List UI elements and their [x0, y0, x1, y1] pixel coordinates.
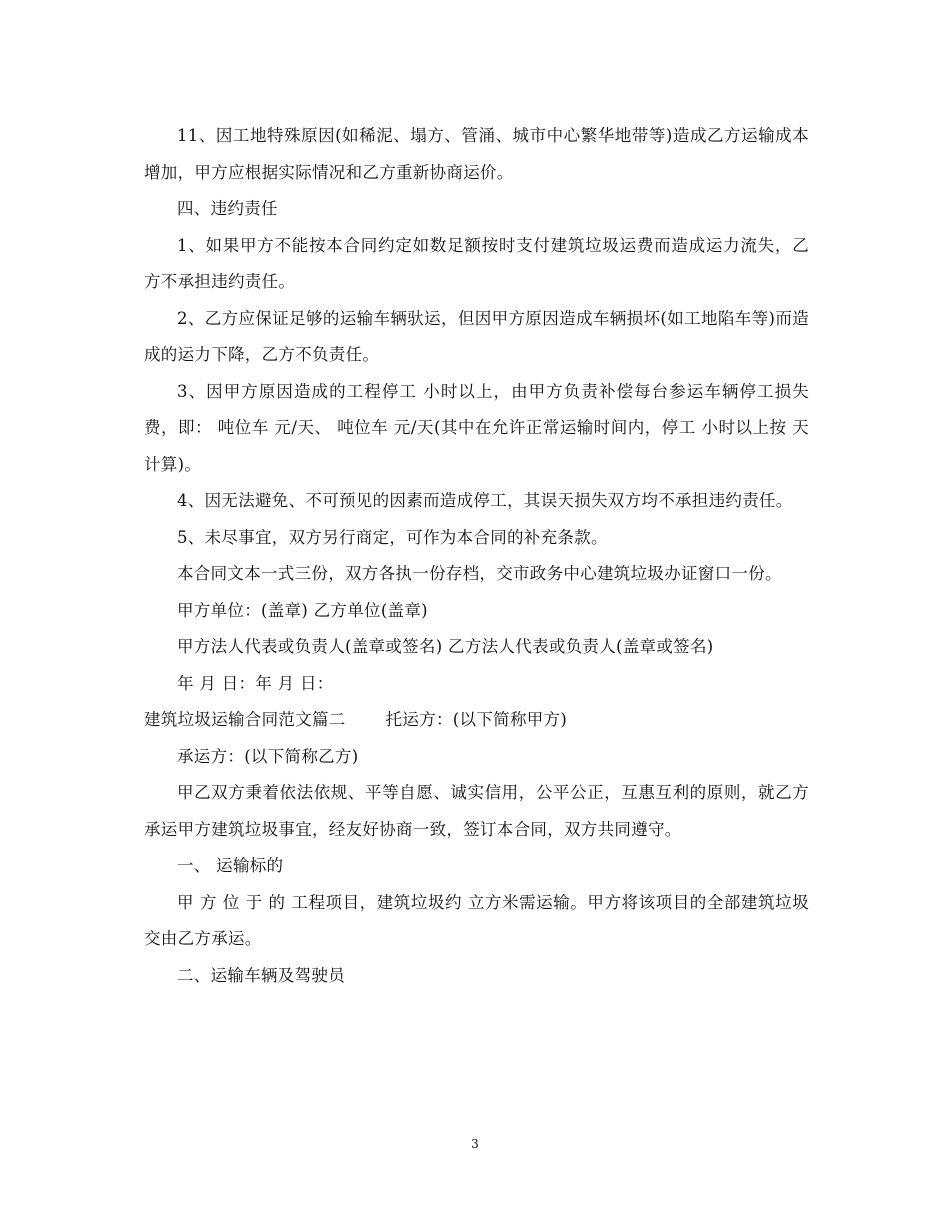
section-heading-transport-subject: 一、 运输标的 — [177, 856, 284, 875]
representatives-line: 甲方法人代表或负责人(盖章或签名) 乙方法人代表或负责人(盖章或签名) — [177, 637, 714, 656]
breach-clause-4: 4、因无法避免、不可预见的因素而造成停工，其误天损失双方均不承担违约责任。 — [177, 491, 793, 510]
breach-clause-1: 1、如果甲方不能按本合同约定如数足额按时支付建筑垃圾运费而造成运力流失，乙方不承担违约责任。 — [144, 235, 809, 291]
clause-11-paragraph: 11、因工地特殊原因(如稀泥、塌方、管涌、城市中心繁华地带等)造成乙方运输成本增加，甲方应根据实际情况和乙方重新协商运价。 — [144, 126, 809, 182]
date-line: 年 月 日：年 月 日： — [177, 673, 334, 693]
page-number: 3 — [471, 1137, 479, 1151]
breach-clause-3: 3、因甲方原因造成的工程停工 小时以上，由甲方负责补偿每台参运车辆停工损失费，即： 吨位车 元/天、 吨位车 元/天(其中在允许正常运输时间内，停工 小时以上按 天计算)。 — [144, 381, 809, 474]
section-heading-breach-liability: 四、违约责任 — [177, 199, 278, 218]
breach-clause-2: 2、乙方应保证足够的运输车辆驮运，但因甲方原因造成车辆损坏(如工地陷车等)而造成的运力下降，乙方不负责任。 — [144, 308, 809, 364]
consignor-label: 托运方：(以下简称甲方) — [385, 710, 568, 729]
document-body — [144, 118, 809, 994]
party-units-line: 甲方单位：(盖章) 乙方单位(盖章) — [177, 600, 428, 620]
section-heading-vehicles-drivers: 二、运输车辆及驾驶员 — [177, 965, 345, 985]
section-two-heading-line — [144, 702, 809, 739]
breach-clause-5: 5、未尽事宜，双方另行商定，可作为本合同的补充条款。 — [177, 527, 608, 547]
carrier-label: 承运方：(以下简称乙方) — [177, 746, 359, 766]
transport-subject-paragraph: 甲 方 位 于 的 工程项目，建筑垃圾约 立方米需运输。甲方将该项目的全部建筑垃圾交由乙方承运。 — [144, 892, 809, 948]
section-two-title: 建筑垃圾运输合同范文篇二 — [144, 710, 346, 729]
copies-paragraph: 本合同文本一式三份，双方各执一份存档，交市政务中心建筑垃圾办证窗口一份。 — [177, 564, 782, 583]
principles-paragraph: 甲乙双方秉着依法依规、平等自愿、诚实信用，公平公正，互惠互利的原则，就乙方承运甲方建筑垃圾事宜，经友好协商一致，签订本合同，双方共同遵守。 — [144, 783, 809, 839]
